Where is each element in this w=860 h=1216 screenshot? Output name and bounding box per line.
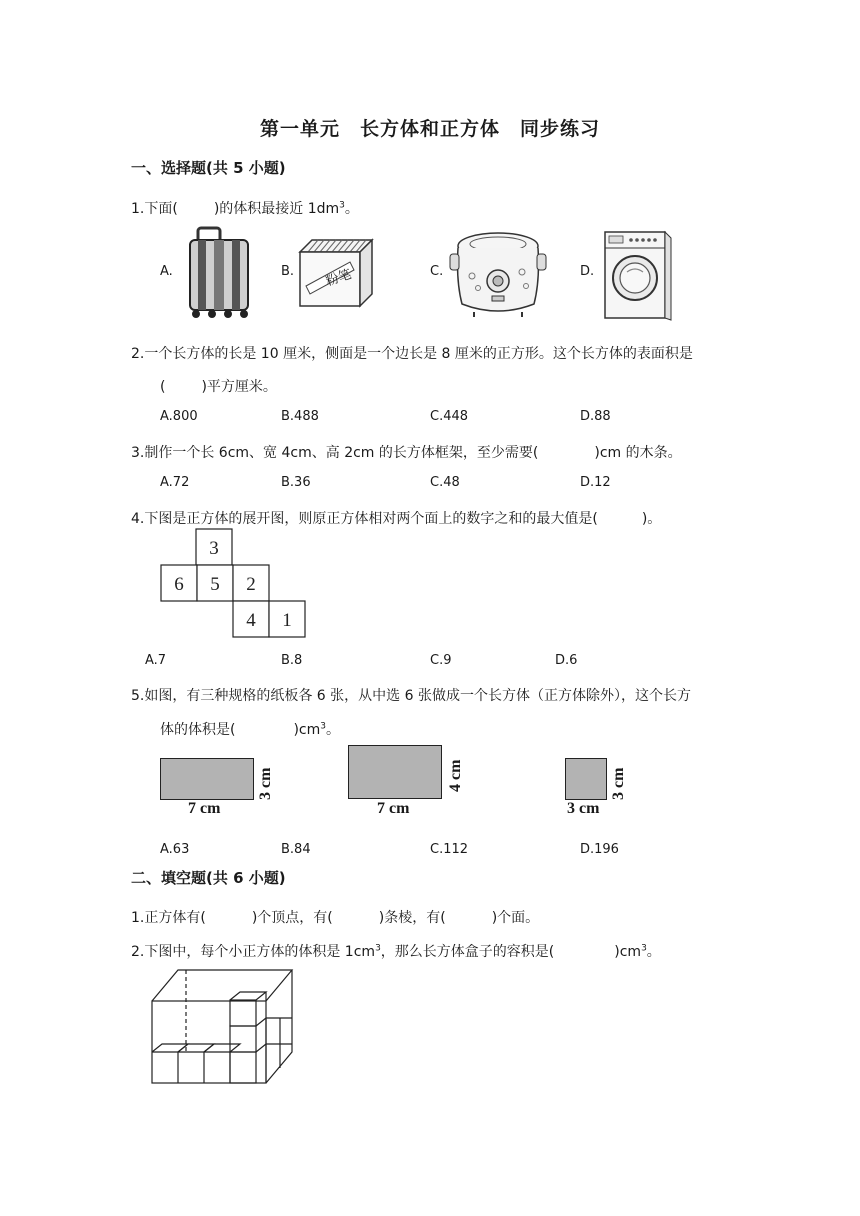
net-face-2: 2: [246, 574, 256, 595]
q4-option-c: C.9: [430, 653, 452, 668]
net-face-1: 1: [282, 610, 292, 631]
question-4-text: 4.下图是正方体的展开图，则原正方体相对两个面上的数字之和的最大值是( )。: [131, 511, 662, 527]
q3-option-b: B.36: [281, 475, 311, 490]
board-7x4-width-label: 7 cm: [377, 800, 410, 817]
fill-question-1: 1.正方体有( )个顶点，有( )条棱，有( )个面。: [131, 910, 540, 926]
question-2-line1: 2.一个长方体的长是 10 厘米，侧面是一个边长是 8 厘米的正方形。这个长方体的表面积是: [131, 346, 693, 362]
q3-option-a: A.72: [160, 475, 190, 490]
board-7x3-width-label: 7 cm: [188, 800, 221, 817]
net-face-6: 6: [174, 574, 184, 595]
q3-option-d: D.12: [580, 475, 611, 490]
net-face-4: 4: [246, 610, 256, 631]
q4-option-d: D.6: [555, 653, 578, 668]
q5-option-b: B.84: [281, 842, 311, 857]
rice-cooker-image: [448, 226, 550, 320]
q2-option-b: B.488: [281, 409, 319, 424]
question-2-line2: ( )平方厘米。: [160, 379, 277, 395]
cube-net-diagram: [160, 528, 306, 638]
board-7x3: [160, 758, 254, 800]
board-7x4: [348, 745, 442, 799]
q3-option-c: C.48: [430, 475, 460, 490]
q5-option-c: C.112: [430, 842, 469, 857]
section-heading-fill: 二、填空题(共 6 小题): [131, 869, 286, 887]
q4-option-a: A.7: [145, 653, 167, 668]
q4-option-b: B.8: [281, 653, 303, 668]
board-3x3-width-label: 3 cm: [567, 800, 600, 817]
washing-machine-image: [601, 228, 673, 322]
q1-option-a: A.: [160, 264, 173, 279]
q2-option-d: D.88: [580, 409, 611, 424]
q5-option-a: A.63: [160, 842, 190, 857]
q1-option-b: B.: [281, 264, 295, 279]
board-3x3: [565, 758, 607, 800]
question-3-text: 3.制作一个长 6cm、宽 4cm、高 2cm 的长方体框架，至少需要( )cm 的木条。: [131, 445, 682, 461]
chalk-label: 粉笔: [324, 267, 354, 290]
q2-option-c: C.448: [430, 409, 469, 424]
fill-question-2: 2.下图中，每个小正方体的体积是 $1cm^3$，那么长方体盒子的容积是( )$cm^3$。: [131, 943, 661, 960]
net-face-5: 5: [210, 574, 220, 595]
question-5-line1: 5.如图，有三种规格的纸板各 6 张，从中选 6 张做成一个长方体（正方体除外），这个长方: [131, 688, 691, 704]
board-3x3-height-label: 3 cm: [610, 767, 627, 800]
question-1-text: 1.下面( )的体积最接近 $1dm^3$。: [131, 200, 359, 217]
board-7x3-height-label: 3 cm: [257, 767, 274, 800]
net-face-3: 3: [209, 538, 219, 559]
chalk-box-image: [296, 236, 378, 308]
q1-option-d: D.: [580, 264, 595, 279]
board-7x4-height-label: 4 cm: [447, 759, 464, 792]
question-5-line2: 体的体积是( )$cm^3$。: [160, 721, 340, 738]
box-with-cubes-diagram: [150, 968, 300, 1086]
page-title: 第一单元 长方体和正方体 同步练习: [259, 118, 600, 140]
q2-option-a: A.800: [160, 409, 198, 424]
q1-option-c: C.: [430, 264, 444, 279]
section-heading-choice: 一、选择题(共 5 小题): [131, 159, 286, 177]
q5-option-d: D.196: [580, 842, 619, 857]
suitcase-image: [184, 226, 256, 320]
